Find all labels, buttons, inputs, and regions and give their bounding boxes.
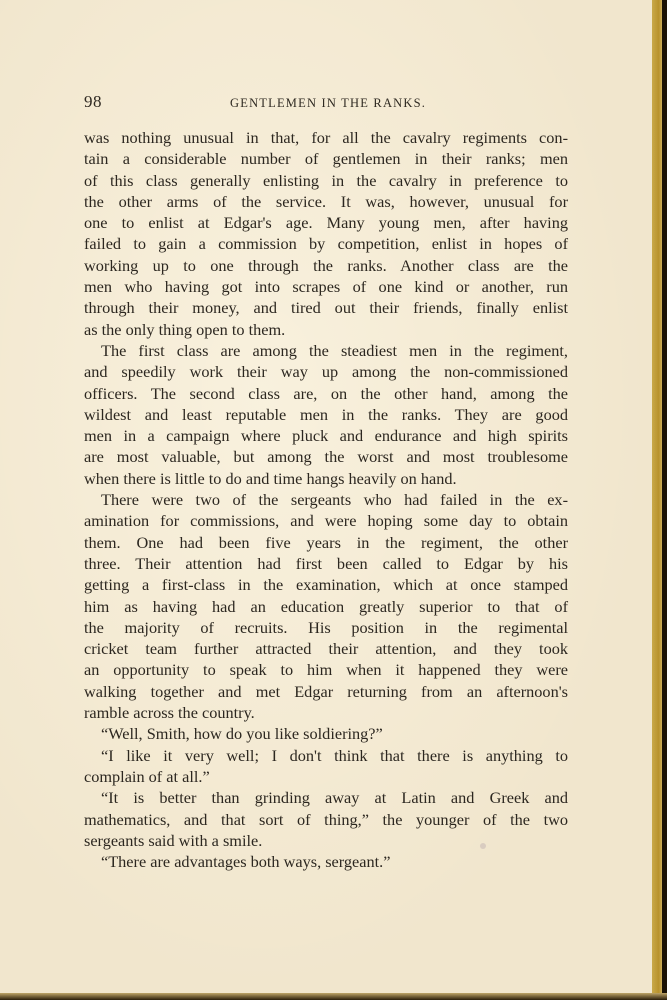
text-line: amination for commissions, and were hoping some day to obtain — [84, 511, 568, 531]
dialogue-line: “Well, Smith, how do you like soldiering?” — [101, 724, 383, 744]
text-line: them. One had been five years in the regiment, the other — [84, 532, 568, 552]
text-line: failed to gain a commission by competition, enlist in hopes of — [84, 234, 568, 254]
text-line: him as having had an education greatly superior to that of — [84, 596, 568, 616]
text-line: getting a first-class in the examination, which at once stamped — [84, 575, 568, 595]
text-line: when there is little to do and time hangs heavily on hand. — [84, 468, 457, 488]
text-line: was nothing unusual in that, for all the cavalry regiments con- — [84, 128, 568, 147]
dialogue-line: “It is better than grinding away at Latin and Greek and — [101, 788, 568, 808]
text-line: wildest and least reputable men in the ranks. They are good — [84, 404, 568, 424]
running-title: GENTLEMEN IN THE RANKS. — [230, 96, 427, 110]
text-line: and speedily work their way up among the non-commissioned — [84, 362, 568, 382]
text-line: of this class generally enlisting in the cavalry in preference to — [84, 170, 568, 190]
running-head — [84, 92, 568, 114]
text-line: cricket team further attracted their attention, and they took — [84, 639, 568, 659]
text-line: tain a considerable number of gentlemen in their ranks; men — [84, 149, 568, 169]
paragraph-first-line: The first class are among the steadiest men in the regiment, — [101, 340, 568, 360]
text-line: an opportunity to speak to him when it happened they were — [84, 660, 568, 680]
text-line: walking together and met Edgar returning from an afternoon's — [84, 681, 568, 701]
text-line: mathematics, and that sort of thing,” the younger of the two — [84, 809, 568, 829]
text-line: one to enlist at Edgar's age. Many young men, after having — [84, 213, 568, 233]
body-text — [84, 127, 568, 872]
text-line: men who having got into scrapes of one kind or another, run — [84, 277, 568, 297]
text-line: men in a campaign where pluck and endurance and high spirits — [84, 426, 568, 446]
text-line: the majority of recruits. His position in the regimental — [84, 617, 568, 637]
text-line: three. Their attention had first been called to Edgar by his — [84, 553, 568, 573]
page-number: 98 — [84, 92, 102, 111]
text-line: ramble across the country. — [84, 703, 255, 723]
text-line: sergeants said with a smile. — [84, 830, 263, 850]
text-line: as the only thing open to them. — [84, 319, 286, 339]
text-line: working up to one through the ranks. Another class are the — [84, 255, 568, 275]
text-line: officers. The second class are, on the other hand, among the — [84, 383, 568, 403]
dialogue-line: “I like it very well; I don't think that there is anything to — [101, 745, 568, 765]
text-line: the other arms of the service. It was, however, unusual for — [84, 191, 568, 211]
text-line: complain of at all.” — [84, 766, 210, 786]
page-edge-shadow — [662, 0, 667, 1000]
dialogue-line: “There are advantages both ways, sergeant.” — [101, 852, 391, 872]
text-line: through their money, and tired out their friends, finally enlist — [84, 298, 568, 318]
page-bottom-edge — [0, 993, 667, 1000]
paper-speck — [480, 843, 486, 849]
paragraph-first-line: There were two of the sergeants who had failed in the ex- — [101, 490, 568, 510]
text-line: are most valuable, but among the worst and most troublesome — [84, 447, 568, 467]
